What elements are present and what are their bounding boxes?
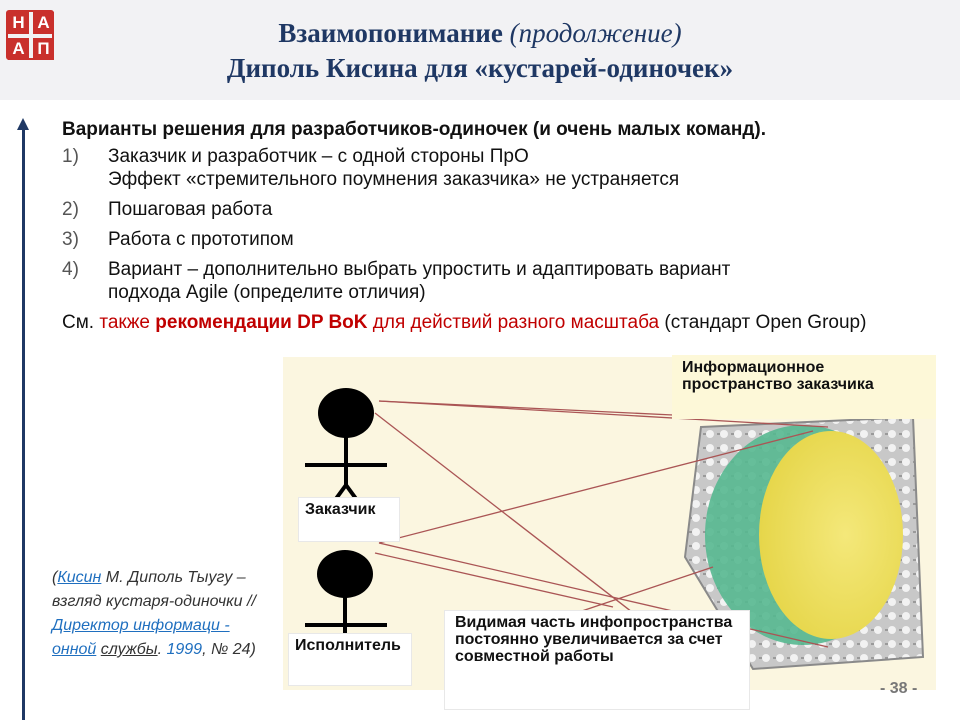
- item-text: Заказчик и разработчик – с одной стороны ПрО: [108, 146, 529, 167]
- lead-text: Варианты решения для разработчиков-одиночек (и очень малых команд).: [62, 119, 766, 140]
- slide-body: [62, 118, 952, 334]
- visible-part-ellipse: [759, 431, 903, 639]
- journal-link[interactable]: Директор информаци - онной: [52, 617, 230, 658]
- title-main: Взаимопонимание: [278, 18, 503, 48]
- list-item: [62, 198, 952, 221]
- ref-after: .: [157, 641, 167, 658]
- see-also-link[interactable]: также: [99, 312, 150, 333]
- logo-letter: П: [33, 38, 54, 60]
- item-text: подхода Agile (определите отличия): [108, 282, 426, 303]
- ref-issue: , № 24): [202, 641, 256, 658]
- item-number: 3): [62, 229, 79, 250]
- item-text: Эффект «стремительного поумнения заказчика» не устраняется: [108, 169, 680, 190]
- item-number: 2): [62, 199, 79, 220]
- visible-part-label: Видимая часть инфопространства постоянно увеличивается за счет совместной работы: [444, 610, 750, 710]
- journal-rest: службы: [100, 641, 158, 658]
- see-prefix: См.: [62, 312, 95, 333]
- author-link[interactable]: Кисин: [57, 569, 102, 586]
- info-space-label: Информационное пространство заказчика: [672, 355, 936, 419]
- item-text: Пошаговая работа: [108, 199, 273, 220]
- logo-letter: А: [8, 38, 29, 60]
- title-italic: (продолжение): [509, 18, 682, 48]
- developer-label: Исполнитель: [288, 633, 412, 686]
- slide-subtitle: Диполь Кисина для «кустарей-одиночек»: [226, 53, 734, 83]
- see-tail: (стандарт Open Group): [664, 312, 867, 333]
- customer-label: Заказчик: [298, 497, 400, 542]
- ref-title: М. Диполь Тыугу – взгляд кустаря-одиночки //: [52, 569, 256, 610]
- item-text: Работа с прототипом: [108, 229, 294, 250]
- see-rest-link[interactable]: для действий разного масштаба: [372, 312, 660, 333]
- slide-title: [60, 18, 900, 49]
- logo-letter: А: [33, 12, 54, 34]
- ref-year: 1999: [166, 641, 203, 658]
- item-text: Вариант – дополнительно выбрать упростить и адаптировать вариант: [108, 259, 731, 280]
- list-item: [62, 228, 952, 251]
- side-rule: [22, 128, 25, 720]
- page-number: - 38 -: [880, 680, 918, 697]
- list-item: [62, 258, 952, 304]
- ref-open: (: [52, 569, 58, 586]
- see-also-paragraph: [62, 311, 952, 334]
- logo: [6, 10, 56, 62]
- reference-note: [52, 566, 272, 662]
- dp-bok-link[interactable]: рекомендации DP BoK: [155, 312, 368, 333]
- item-number: 1): [62, 146, 79, 167]
- slide-header: [0, 0, 960, 100]
- item-number: 4): [62, 259, 79, 280]
- logo-letter: Н: [8, 12, 29, 34]
- list-item: [62, 145, 952, 191]
